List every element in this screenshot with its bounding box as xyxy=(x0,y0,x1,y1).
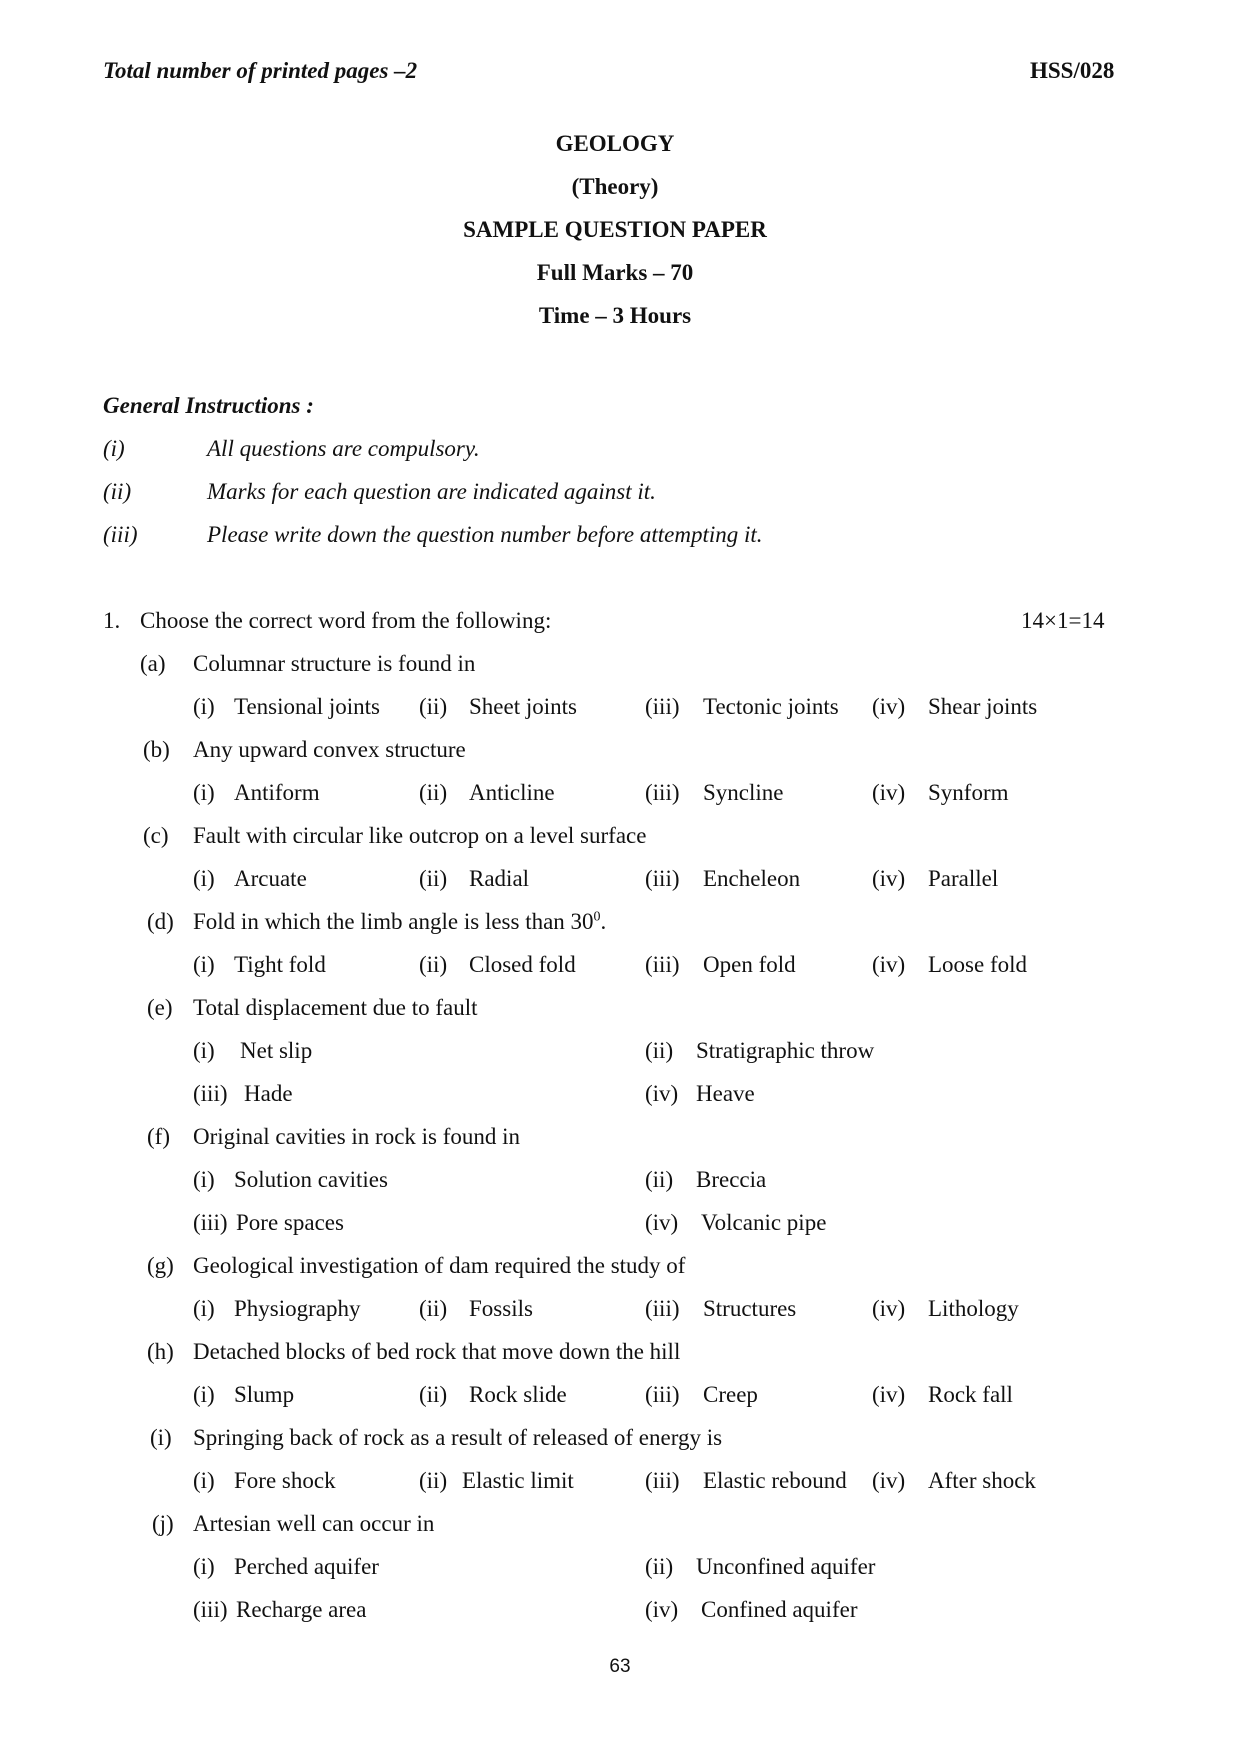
option-number: (iii) xyxy=(645,694,680,719)
option-text: Breccia xyxy=(696,1167,767,1192)
option-number: (i) xyxy=(193,952,215,977)
question-text: Choose the correct word from the following: xyxy=(140,608,552,633)
option-text: Fore shock xyxy=(234,1468,336,1493)
printed-pages-note: Total number of printed pages –2 xyxy=(103,58,418,83)
part-stem: Detached blocks of bed rock that move down the hill xyxy=(193,1339,681,1364)
option-text: Hade xyxy=(244,1081,293,1106)
option-text: Rock fall xyxy=(928,1382,1013,1407)
option-number: (iv) xyxy=(872,1296,906,1321)
option-text: Perched aquifer xyxy=(234,1554,379,1579)
option-number: (iv) xyxy=(872,780,906,805)
part-stem-text: Fold in which the limb angle is less than 30 xyxy=(193,909,594,934)
option-text: Fossils xyxy=(469,1296,533,1321)
option-text: Lithology xyxy=(928,1296,1019,1321)
option-text: Sheet joints xyxy=(469,694,577,719)
option-text: Unconfined aquifer xyxy=(696,1554,876,1579)
part-letter: (h) xyxy=(147,1339,174,1364)
option-number: (i) xyxy=(193,866,215,891)
question-marks: 14×1=14 xyxy=(1021,608,1105,633)
part-letter: (d) xyxy=(147,909,174,934)
option-text: Volcanic pipe xyxy=(701,1210,827,1235)
option-text: Encheleon xyxy=(703,866,801,891)
option-text: Recharge area xyxy=(236,1597,367,1622)
option-text: Confined aquifer xyxy=(701,1597,858,1622)
option-number: (iii) xyxy=(193,1081,228,1106)
option-text: Open fold xyxy=(703,952,796,977)
option-number: (ii) xyxy=(645,1167,674,1192)
option-text: Parallel xyxy=(928,866,999,891)
instruction-number: (iii) xyxy=(103,522,138,547)
option-number: (iii) xyxy=(645,1296,680,1321)
option-number: (i) xyxy=(193,694,215,719)
option-text: Anticline xyxy=(469,780,555,805)
option-text: Antiform xyxy=(234,780,320,805)
option-number: (i) xyxy=(193,1468,215,1493)
instruction-number: (i) xyxy=(103,436,125,461)
option-text: Pore spaces xyxy=(236,1210,344,1235)
part-letter: (i) xyxy=(150,1425,172,1450)
option-number: (ii) xyxy=(419,780,448,805)
option-text: Closed fold xyxy=(469,952,576,977)
instructions-title: General Instructions : xyxy=(103,393,314,418)
option-number: (i) xyxy=(193,1554,215,1579)
option-number: (ii) xyxy=(419,1382,448,1407)
option-text: After shock xyxy=(928,1468,1036,1493)
part-letter: (g) xyxy=(147,1253,174,1278)
option-number: (ii) xyxy=(419,1468,448,1493)
part-letter: (a) xyxy=(140,651,166,676)
paper-kind: SAMPLE QUESTION PAPER xyxy=(463,217,767,242)
instruction-text: All questions are compulsory. xyxy=(207,436,480,461)
part-letter: (f) xyxy=(147,1124,170,1149)
part-stem xyxy=(193,909,606,935)
option-number: (iv) xyxy=(645,1081,679,1106)
option-number: (ii) xyxy=(419,1296,448,1321)
option-text: Solution cavities xyxy=(234,1167,388,1192)
option-number: (i) xyxy=(193,1038,215,1063)
part-stem: Geological investigation of dam required the study of xyxy=(193,1253,686,1278)
full-marks: Full Marks – 70 xyxy=(536,260,694,285)
option-number: (iv) xyxy=(872,866,906,891)
option-text: Stratigraphic throw xyxy=(696,1038,875,1063)
option-text: Heave xyxy=(696,1081,755,1106)
part-stem: Artesian well can occur in xyxy=(193,1511,435,1536)
option-text: Slump xyxy=(234,1382,295,1407)
time-allowed: Time – 3 Hours xyxy=(538,303,692,328)
option-number: (ii) xyxy=(419,694,448,719)
part-stem: Springing back of rock as a result of released of energy is xyxy=(193,1425,723,1450)
option-number: (i) xyxy=(193,1296,215,1321)
question-number: 1. xyxy=(103,608,121,633)
part-stem: Columnar structure is found in xyxy=(193,651,476,676)
option-number: (iv) xyxy=(872,952,906,977)
option-text: Rock slide xyxy=(469,1382,567,1407)
option-text: Arcuate xyxy=(234,866,307,891)
option-number: (iv) xyxy=(645,1597,679,1622)
part-stem: Fault with circular like outcrop on a level surface xyxy=(193,823,647,848)
page-number: 63 xyxy=(609,1656,631,1677)
option-text: Syncline xyxy=(703,780,784,805)
option-number: (iv) xyxy=(872,1382,906,1407)
part-stem: Total displacement due to fault xyxy=(193,995,478,1020)
part-stem: Original cavities in rock is found in xyxy=(193,1124,521,1149)
option-text: Tectonic joints xyxy=(703,694,839,719)
option-number: (iii) xyxy=(645,952,680,977)
option-text: Loose fold xyxy=(928,952,1028,977)
part-letter: (b) xyxy=(143,737,170,762)
option-number: (iii) xyxy=(645,1382,680,1407)
option-number: (ii) xyxy=(419,952,448,977)
instruction-number: (ii) xyxy=(103,479,132,504)
option-text: Elastic limit xyxy=(462,1468,574,1493)
option-text: Radial xyxy=(469,866,530,891)
part-letter: (e) xyxy=(147,995,173,1020)
option-number: (i) xyxy=(193,1382,215,1407)
option-text: Structures xyxy=(703,1296,797,1321)
option-text: Physiography xyxy=(234,1296,361,1321)
option-number: (iv) xyxy=(872,694,906,719)
option-number: (ii) xyxy=(419,866,448,891)
option-number: (iii) xyxy=(193,1597,228,1622)
option-number: (iii) xyxy=(645,1468,680,1493)
instruction-text: Please write down the question number before attempting it. xyxy=(207,522,763,547)
option-number: (iv) xyxy=(645,1210,679,1235)
option-number: (iii) xyxy=(193,1210,228,1235)
option-number: (i) xyxy=(193,780,215,805)
option-number: (iii) xyxy=(645,866,680,891)
option-text: Shear joints xyxy=(928,694,1038,719)
paper-code: HSS/028 xyxy=(1030,58,1115,83)
option-text: Tight fold xyxy=(234,952,326,977)
option-number: (ii) xyxy=(645,1554,674,1579)
option-text: Tensional joints xyxy=(234,694,380,719)
degree-superscript: 0 xyxy=(593,909,601,925)
option-text: Elastic rebound xyxy=(703,1468,847,1493)
option-number: (ii) xyxy=(645,1038,674,1063)
option-text: Net slip xyxy=(240,1038,313,1063)
option-number: (iii) xyxy=(645,780,680,805)
part-stem: Any upward convex structure xyxy=(193,737,466,762)
part-letter: (j) xyxy=(152,1511,174,1536)
option-text: Synform xyxy=(928,780,1009,805)
option-text: Creep xyxy=(703,1382,758,1407)
option-number: (iv) xyxy=(872,1468,906,1493)
subject-title: GEOLOGY xyxy=(555,131,675,156)
option-number: (i) xyxy=(193,1167,215,1192)
instruction-text: Marks for each question are indicated against it. xyxy=(207,479,656,504)
part-stem-end: . xyxy=(600,909,607,934)
paper-type: (Theory) xyxy=(571,174,659,199)
part-letter: (c) xyxy=(143,823,169,848)
